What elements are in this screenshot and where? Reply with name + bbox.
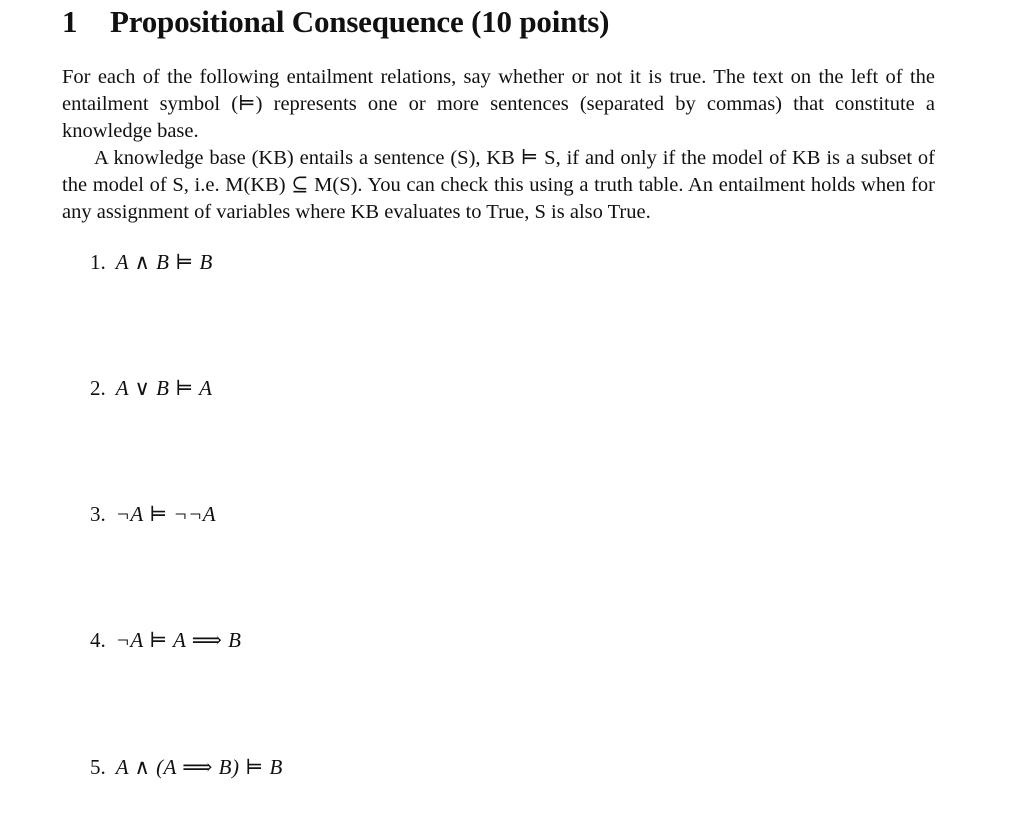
item-number: 1.: [90, 250, 106, 274]
list-item: [90, 250, 213, 275]
list-item: [90, 502, 216, 527]
item-number: 2.: [90, 376, 106, 400]
item-expression: ¬A ⊨ ¬¬A: [115, 502, 217, 526]
intro-paragraph-1: For each of the following entailment relations, say whether or not it is true. The text on the left of the entailment symbol (⊨) represents one or more sentences (separated by commas) that constitute a knowledge base.: [62, 66, 935, 142]
section-title: Propositional Consequence (10 points): [110, 4, 610, 39]
section-number: 1: [62, 4, 78, 39]
section-heading: [62, 4, 609, 40]
list-item: [90, 628, 241, 653]
item-number: 4.: [90, 628, 106, 652]
intro-paragraph-2: A knowledge base (KB) entails a sentence (S), KB ⊨ S, if and only if the model of KB is a subset of the model of S, i.e. M(KB) ⊆ M(S). You can check this using a truth table. An entailment holds when for any assignment of variables where KB evaluates to True, S is also True.: [62, 147, 935, 223]
list-item: [90, 755, 283, 780]
item-expression: ¬A ⊨ A ⟹ B: [115, 628, 242, 652]
item-expression: A ∨ B ⊨ A: [115, 376, 213, 400]
list-item: [90, 376, 212, 401]
item-number: 3.: [90, 502, 106, 526]
item-expression: A ∧ B ⊨ B: [115, 250, 213, 274]
item-expression: A ∧ (A ⟹ B) ⊨ B: [115, 755, 283, 779]
item-number: 5.: [90, 755, 106, 779]
